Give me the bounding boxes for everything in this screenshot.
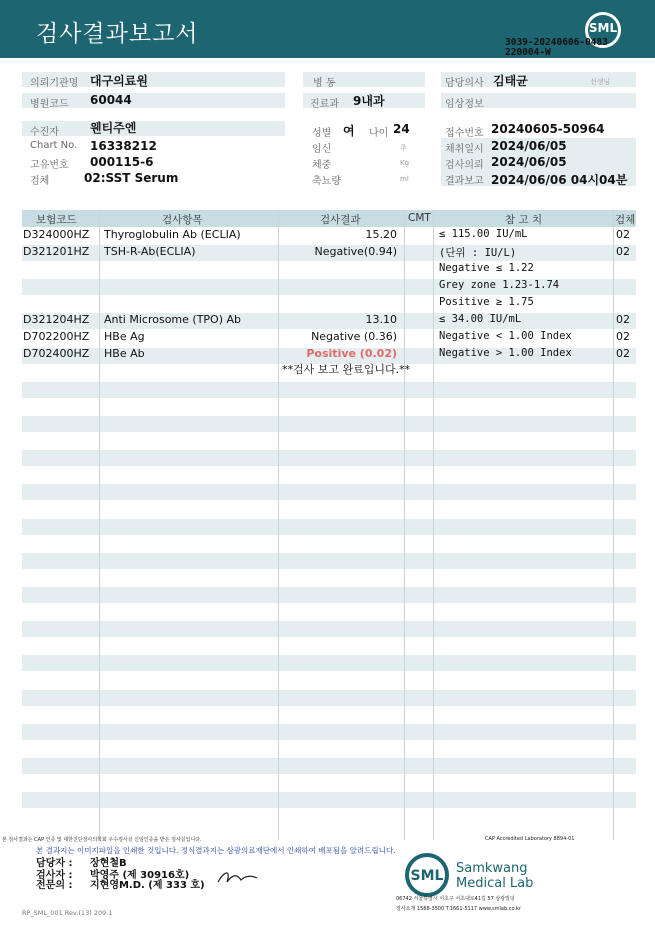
- doctor-value: 김태균: [493, 74, 528, 88]
- pregnancy-unit: 주: [400, 144, 407, 152]
- row-result: 13.10: [365, 313, 397, 326]
- row-specimen: 02: [616, 245, 630, 258]
- row-item: Anti Microsome (TPO) Ab: [104, 313, 242, 326]
- column-divider: [99, 210, 100, 840]
- revision-note: RP_SML_001 Rev.(13) 209.1: [22, 909, 113, 917]
- sml-logo-text: SML: [588, 21, 618, 35]
- brand-name-2: Medical Lab: [456, 876, 534, 891]
- receipt-label: 접수번호: [445, 128, 484, 139]
- specialist-value: 지현영M.D. (제 333 호): [90, 880, 205, 891]
- row-ref: Grey zone 1.23-1.74: [439, 279, 560, 291]
- receipt-value: 20240605-50964: [491, 122, 605, 136]
- row-code: D321201HZ: [23, 245, 90, 258]
- row-item: TSH-R-Ab(ECLIA): [104, 245, 196, 258]
- row-result: Negative(0.94): [314, 245, 397, 258]
- chart-value: 16338212: [90, 139, 157, 153]
- brand-name-1: Samkwang: [456, 861, 528, 876]
- sex-value: 여: [343, 124, 355, 138]
- row-stripe: [22, 690, 636, 706]
- row-item: Thyroglobulin Ab (ECLIA): [104, 228, 241, 241]
- specimen-label: 검체: [30, 176, 50, 187]
- th-cmt: CMT: [408, 212, 431, 224]
- brand-logo-text: SML: [410, 868, 444, 884]
- doctor-suffix: 선생님: [590, 78, 611, 86]
- row-code: D702400HZ: [23, 347, 90, 360]
- row-code: D702200HZ: [23, 330, 90, 343]
- unique-label: 고유번호: [30, 160, 69, 171]
- row-ref: Negative ≤ 1.22: [439, 262, 534, 274]
- row-stripe: [22, 484, 636, 500]
- row-specimen: 02: [616, 330, 630, 343]
- request-value: 2024/06/05: [491, 155, 567, 169]
- th-result: 검사결과: [320, 214, 361, 226]
- row-ref: ≤ 34.00 IU/mL: [439, 313, 522, 325]
- collect-value: 2024/06/05: [491, 139, 567, 153]
- urine-unit: ml: [400, 175, 409, 183]
- pregnancy-label: 임신: [312, 144, 332, 155]
- row-result: Negative (0.36): [311, 330, 397, 343]
- row-stripe: [22, 450, 636, 466]
- collect-label: 채취일시: [445, 144, 484, 155]
- doc-number: 3039-20240606-0483: [505, 37, 608, 48]
- cap-note: CAP Accredited Laboratory 8894-01: [485, 836, 575, 842]
- dept-label: 진료과: [310, 99, 339, 110]
- row-stripe: [22, 519, 636, 535]
- brand-address: 06742 서울특별시 서초구 서초대로41길 57 삼광빌딩: [396, 896, 515, 902]
- report-value: 2024/06/06 04시04분: [491, 173, 628, 187]
- th-specimen: 검체: [615, 214, 636, 226]
- print-notice: 본 결과지는 이미지파일을 인쇄한 것입니다. 정식결과지는 삼광의료재단에서 인쇄하여 배포됨을 알려드립니다.: [36, 846, 396, 855]
- hospital-label: 의뢰기관명: [30, 78, 79, 89]
- age-label: 나이: [369, 128, 389, 139]
- weight-label: 체중: [312, 160, 332, 171]
- row-result: Positive (0.02): [306, 347, 397, 360]
- row-ref: (단위 : IU/L): [439, 247, 517, 259]
- report-title: 검사결과보고서: [36, 21, 199, 47]
- signature-icon: [215, 866, 260, 888]
- brand-contact: 검사소개 1588-3500 T.1661-5117 www.smlab.co.kr: [396, 906, 521, 912]
- patient-value: 웬티주엔: [90, 121, 137, 135]
- unique-value: 000115-6: [90, 155, 154, 169]
- dept-value: 9내과: [353, 94, 385, 108]
- specimen-value: 02:SST Serum: [84, 171, 179, 185]
- row-stripe: [22, 553, 636, 569]
- manager-value: 장현철B: [90, 858, 127, 869]
- request-label: 검사의뢰: [445, 160, 484, 171]
- hospital-code-value: 60044: [90, 93, 132, 107]
- chart-label: Chart No.: [30, 140, 78, 151]
- row-stripe: [22, 416, 636, 432]
- hospital-value: 대구의료원: [90, 74, 148, 88]
- urine-label: 축뇨량: [312, 176, 341, 187]
- row-specimen: 02: [616, 313, 630, 326]
- patient-label: 수진자: [30, 127, 59, 138]
- column-divider: [613, 210, 614, 840]
- hospital-code-label: 병원코드: [30, 99, 69, 110]
- end-note: **검사 보고 완료입니다.**: [282, 363, 411, 376]
- column-divider: [404, 210, 405, 840]
- doctor-label: 담당의사: [445, 78, 484, 89]
- specialist-label: 전문의 :: [36, 880, 73, 891]
- age-value: 24: [393, 122, 410, 136]
- row-stripe: [22, 758, 636, 774]
- row-ref: Negative > 1.00 Index: [439, 347, 572, 359]
- row-ref: Negative < 1.00 Index: [439, 330, 572, 342]
- row-specimen: 02: [616, 347, 630, 360]
- ward-label: 병 동: [313, 78, 336, 89]
- row-result: 15.20: [365, 228, 397, 241]
- row-code: D324000HZ: [23, 228, 90, 241]
- row-item: HBe Ag: [104, 330, 145, 343]
- row-item: HBe Ab: [104, 347, 145, 360]
- manager-label: 담당자 :: [36, 858, 73, 869]
- examiner-value: 박영주 (제 30916호): [90, 870, 190, 881]
- column-divider: [433, 210, 434, 840]
- th-item: 검사항목: [162, 214, 203, 226]
- th-ref: 참 고 치: [505, 214, 543, 226]
- accreditation-note: 본 검사결과는 CAP 인증 및 대한진단검사의학회 우수검사실 신임인증을 받은 검사실입니다.: [2, 837, 202, 843]
- row-code: D321204HZ: [23, 313, 90, 326]
- clinical-label: 임상정보: [445, 99, 484, 110]
- doc-number-sub: 220004-W: [505, 47, 551, 58]
- report-label: 결과보고: [445, 176, 484, 187]
- row-stripe: [22, 655, 636, 671]
- examiner-label: 검사자 :: [36, 870, 73, 881]
- row-stripe: [22, 724, 636, 740]
- row-stripe: [22, 621, 636, 637]
- column-divider: [278, 210, 279, 840]
- info-band: [22, 121, 285, 136]
- weight-unit: Kg: [400, 159, 410, 167]
- sex-label: 성별: [312, 128, 332, 139]
- row-stripe: [22, 792, 636, 808]
- row-ref: ≤ 115.00 IU/mL: [439, 228, 528, 240]
- row-stripe: [22, 587, 636, 603]
- row-specimen: 02: [616, 228, 630, 241]
- th-code: 보험코드: [36, 214, 77, 226]
- row-ref: Positive ≥ 1.75: [439, 296, 534, 308]
- row-stripe: [22, 382, 636, 398]
